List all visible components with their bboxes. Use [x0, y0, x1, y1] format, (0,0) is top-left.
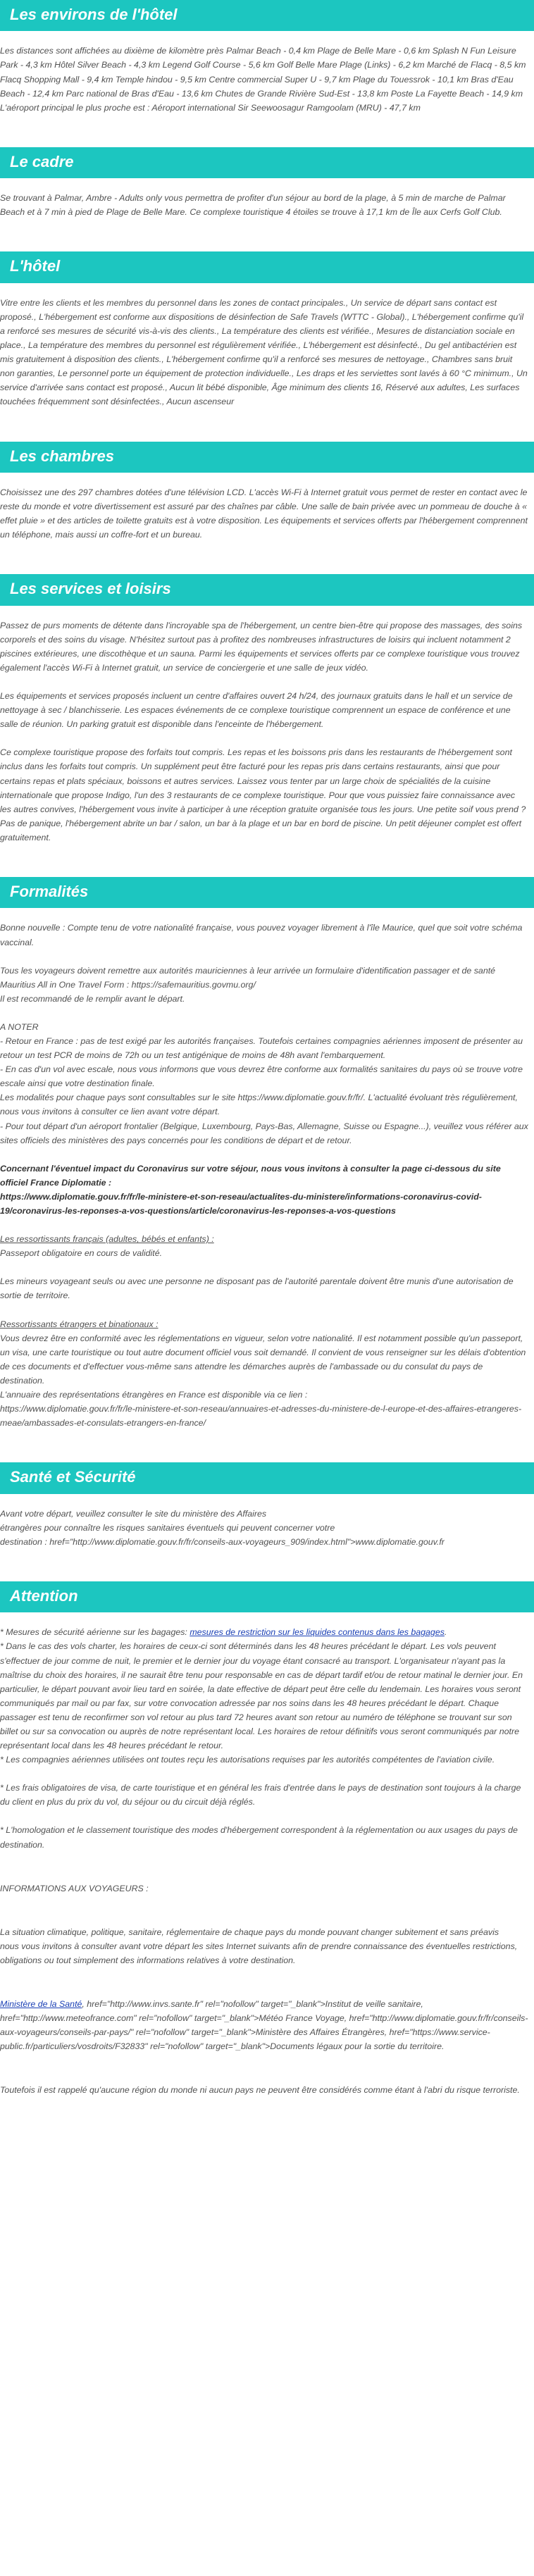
attention-bagages-suffix: . * Dans le cas des vols charter, les horaires de ceux-ci sont déterminés dans les 48 heures précédant le départ. Les vols peuvent s'effectuer de jour comme de nuit, le premier et le dernier jour du voyage étant consacré au transport. L'organisateur n'ayant pas la maîtrise du choix des horaires, il ne saurait être tenu pour responsable en cas de départ tardif et/ou de retour matinal le dernier jour. En particulier, le départ pouvant avoir lieu tard en soirée, la date effective de départ peut être celle du lendemain. Les horaires vous seront communiqués par mail ou par fax, sur votre convocation adressée par nos soins dans les 48 heures précédant le départ. Chaque passager est tenu de reconfirmer son vol retour au plus tard 72 heures avant son retour au numéro de téléphone se trouvant sur son billet ou sur sa convocation ou auprès de notre représentant local. Les horaires de retour définitifs vous seront communiqués par notre représentant local dans les 48 heures précédant le retour. * Les compagnies aériennes utilisées ont toutes reçu les autorisations requises par les autorités compétentes de l'aviation civile. — [0, 1627, 523, 1765]
formalites-french-nationals-heading: Les ressortissants français (adultes, bébés et enfants) : — [0, 1234, 214, 1245]
section-body-sante — [0, 1507, 528, 1549]
chambres-text: Choisissez une des 297 chambres dotées d'une télévision LCD. L'accès Wi-Fi à Internet gratuit vous permet de rester en contact avec le reste du monde et votre divertissement est assuré par des chaînes par câble. Une salle de bain privée avec un pommeau de douche à « effet pluie » et des articles de toilette gratuits est à votre disposition. Les équipements et services offerts par l'hébergement comprennent un téléphone, mais aussi un coffre-fort et un bureau. — [0, 487, 528, 540]
formalites-foreigners-heading: Ressortissants étrangers et binationaux : — [0, 1319, 159, 1329]
ministere-sante-link[interactable]: Ministère de la Santé — [0, 1999, 82, 2009]
section-body-attention — [0, 1625, 528, 2097]
section-title-attention: Attention — [0, 1581, 534, 1612]
formalites-minors: Les mineurs voyageant seuls ou avec une personne ne disposant pas de l'autorité parentale doivent être munis d'une autorisation de sortie de territoire. — [0, 1276, 514, 1301]
formalites-french-nationals-text: Passeport obligatoire en cours de validité. — [0, 1248, 163, 1259]
cadre-text: Se trouvant à Palmar, Ambre - Adults only vous permettra de profiter d'un séjour au bord de la plage, à 5 min de marche de Palmar Beach et à 7 min à pied de Plage de Belle Mare. Ce complexe touristique 4 étoiles se trouve à 17,1 km de Île aux Cerfs Golf Club. — [0, 193, 506, 218]
section-title-environs: Les environs de l'hôtel — [0, 0, 534, 31]
attention-homologation: * L'homologation et le classement touristique des modes d'hébergement correspondent à la réglementation ou aux usages du pays de destination. — [0, 1825, 518, 1850]
attention-info-voyageurs: INFORMATIONS AUX VOYAGEURS : — [0, 1883, 149, 1893]
section-body-environs — [0, 44, 528, 114]
services-paragraph-2: Les équipements et services proposés incluent un centre d'affaires ouvert 24 h/24, des journaux gratuits dans le hall et un service de nettoyage à sec / blanchisserie. Les espaces événements de ce complexe touristique comprennent un espace de conférence et une salle de réunion. Un parking gratuit est disponible dans l'enceinte de l'hébergement. — [0, 691, 513, 730]
section-title-chambres: Les chambres — [0, 442, 534, 473]
formalites-travel-form: Tous les voyageurs doivent remettre aux autorités mauriciennes à leur arrivée un formulaire d'identification passager et de santé Mauritius All in One Travel Form : https://safemauritius.govmu.org/ Il est recommandé de le remplir avant le départ. — [0, 965, 496, 1004]
section-hotel — [0, 251, 534, 409]
section-title-hotel: L'hôtel — [0, 251, 534, 282]
spacer — [0, 1866, 528, 1881]
liquids-restriction-link[interactable]: mesures de restriction sur les liquides contenus dans les bagages — [190, 1627, 445, 1638]
formalites-french-nationals — [0, 1232, 528, 1260]
hotel-text: Vitre entre les clients et les membres du personnel dans les zones de contact principales., Un service de départ sans contact est proposé., L'hébergement est conforme aux dispositions de désinfection de Safe Travels (WTTC - Global)., L'hébergement confirme qu'il a renforcé ses mesures de sécurité vis-à-vis des clients., La température des clients est vérifiée., Mesures de distanciation sociale en place., La température des membres du personnel est régulièrement vérifiée., L'hébergement est désinfecté., Du gel antibactérien est mis gratuitement à disposition des clients., L'hébergement confirme qu'il a renforcé ses mesures de nettoyage., Chambres sans bruit non garanties, Le personnel porte un équipement de protection individuelle., Les draps et les serviettes sont lavés à 60 °C minimum., Un service d'arrivée sans contact est proposé., Aucun lit bébé disponible, Âge minimum des clients 16, Réservé aux adultes, Les surfaces touchées fréquemment sont désinfectées., Aucun ascenseur — [0, 297, 528, 407]
section-sante — [0, 1462, 534, 1549]
section-title-formalites: Formalités — [0, 877, 534, 908]
section-body-chambres — [0, 485, 528, 542]
formalites-foreigners — [0, 1317, 528, 1431]
attention-links — [0, 1997, 528, 2053]
services-paragraph-1: Passez de purs moments de détente dans l'incroyable spa de l'hébergement, un centre bien-être qui propose des massages, des soins corporels et des soins du visage. N'hésitez surtout pas à profitez des nombreuses infrastructures de loisirs qui incluent notamment 2 piscines extérieures, une discothèque et un sauna. Parmi les équipements et services offerts par ce complexe touristique vous trouvez également l'accès Wi-Fi à Internet gratuit, un service de conciergerie et une salle de jeux vidéo. — [0, 620, 523, 673]
spacer — [0, 2067, 528, 2083]
environs-text: Les distances sont affichées au dixième de kilomètre près Palmar Beach - 0,4 km Plage de Belle Mare - 0,6 km Splash N Fun Leisure Park - 4,3 km Hôtel Silver Beach - 4,3 km Legend Golf Course - 5,6 km Golf Belle Mare Plage (Links) - 6,2 km Marché de Flacq - 8,5 km Flacq Shopping Mall - 9,4 km Temple hindou - 9,5 km Centre commercial Super U - 9,7 km Plage du Touessrok - 10,1 km Bras d'Eau Beach - 12,4 km Parc national de Bras d'Eau - 13,6 km Chutes de Grande Rivière Sud-Est - 13,8 km Poste La Fayette Beach - 14,9 km L'aéroport principal le plus proche est : Aéroport international Sir Seewoosagur Ramgoolam (MRU) - 47,7 km — [0, 46, 526, 113]
attention-terrorism: Toutefois il est rappelé qu'aucune région du monde ni aucun pays ne peuvent être considérés comme étant à l'abri du risque terroriste. — [0, 2085, 520, 2096]
formalites-vaccination-note: Bonne nouvelle : Compte tenu de votre nationalité française, vous pouvez voyager librement à l'île Maurice, quel que soit votre schéma vaccinal. — [0, 923, 523, 947]
section-body-formalites — [0, 921, 528, 1430]
section-chambres — [0, 442, 534, 542]
section-body-services — [0, 618, 528, 845]
formalites-a-noter: A NOTER - Retour en France : pas de test exigé par les autorités françaises. Toutefois certaines compagnies aériennes imposent de présenter au retour un test PCR de moins de 72h ou un test antigénique de moins de 48h avant l'embarquement. - En cas d'un vol avec escale, nous vous informons que vous devrez être conforme aux formalités sanitaires du pays où se trouve votre escale ainsi que votre destination finale. Les modalités pour chaque pays sont consultables sur le site https://www.diplomatie.gouv.fr/fr/. L'actualité évoluant très régulièrement, nous vous invitons à consulter ce lien avant votre départ. - Pour tout départ d'un aéroport frontalier (Belgique, Luxembourg, Pays-Bas, Allemagne, Suisse ou Espagne...), veuillez vous référer aux sites officiels des ministères des pays concernés pour les conditions de départ et de retour. — [0, 1021, 528, 1145]
sante-text: Avant votre départ, veuillez consulter le site du ministère des Affaires étrangères pour connaître les risques sanitaires éventuels qui peuvent concerner votre destination : href="http://www.diplomatie.gouv.fr/fr/conseils-aux-voyageurs_909/index.html">www.diplomatie.gouv.fr — [0, 1508, 445, 1547]
section-attention — [0, 1581, 534, 2098]
attention-situation: La situation climatique, politique, sanitaire, réglementaire de chaque pays du monde pouvant changer subitement et sans préavis nous vous invitons à consulter avant votre départ les sites Internet suivants afin de prendre connaissance des éventuelles restrictions, obligations ou tout simplement des informations relatives à votre destination. — [0, 1927, 518, 1965]
spacer — [0, 1981, 528, 1997]
section-title-sante: Santé et Sécurité — [0, 1462, 534, 1493]
section-cadre — [0, 147, 534, 220]
formalites-coronavirus: Concernant l'éventuel impact du Coronavirus sur votre séjour, nous vous invitons à consulter la page ci-dessous du site officiel France Diplomatie : https://www.diplomatie.gouv.fr/fr/le-ministere-et-son-reseau/actualites-du-ministere/informations-coronavirus-covid-19/coronavirus-les-reponses-a-vos-questions/article/coronavirus-les-reponses-a-vos-questions — [0, 1163, 501, 1217]
section-services — [0, 574, 534, 845]
section-title-services: Les services et loisirs — [0, 574, 534, 605]
section-environs — [0, 0, 534, 115]
formalites-foreigners-text: Vous devrez être en conformité avec les réglementations en vigueur, selon votre nationalité. Il est notamment possible qu'un passeport, un visa, une carte touristique ou tout autre document officiel vous soit demandé. Il convient de vous renseigner sur les délais d'obtention de ces documents et d'effectuer vous-même sans attendre les démarches auprès de l'ambassade ou du consulat du pays de destination. L'annuaire des représentations étrangères en France est disponible via ce lien : https://www.diplomatie.gouv.fr/fr/le-ministere-et-son-reseau/annuaires-et-adresses-du-ministere-de-l-europe-et-des-affaires-etrangeres-meae/ambassades-et-consulats-etrangers-en-france/ — [0, 1333, 526, 1429]
spacer — [0, 1910, 528, 1925]
attention-bagages — [0, 1625, 528, 1767]
section-formalites — [0, 877, 534, 1430]
section-body-cadre — [0, 191, 528, 219]
attention-bagages-prefix: * Mesures de sécurité aérienne sur les bagages: — [0, 1627, 190, 1638]
attention-visa-fees: * Les frais obligatoires de visa, de carte touristique et en général les frais d'entrée dans le pays de destination sont toujours à la charge du client en plus du prix du vol, du séjour ou du circuit déjà réglés. — [0, 1783, 521, 1807]
section-body-hotel — [0, 296, 528, 409]
section-title-cadre: Le cadre — [0, 147, 534, 178]
attention-links-suffix: , href="http://www.invs.sante.fr" rel="nofollow" target="_blank">Institut de veille sanitaire, href="http://www.meteofrance.com" rel="nofollow" target="_blank">Météo France Voyage, href="http://www.diplomatie.gouv.fr/fr/conseils-aux-voyageurs/conseils-par-pays/" rel="nofollow" target="_blank">Ministère des Affaires Étrangères, href="https://www.service-public.fr/particuliers/vosdroits/F32833" rel="nofollow" target="_blank">Documents légaux pour la sortie du territoire. — [0, 1999, 528, 2052]
services-paragraph-3: Ce complexe touristique propose des forfaits tout compris. Les repas et les boissons pris dans les restaurants de l'hébergement sont inclus dans les forfaits tout compris. Un supplément peut être facturé pour les repas pris dans certains restaurants, ainsi que pour certains repas et plats spéciaux, boissons et autres services. Laissez vous tenter par un large choix de spécialités de la cuisine internationale que propose Indigo, l'un des 3 restaurants de ce complexe touristique. Pour que vous puissiez faire connaissance avec les autres convives, l'hébergement vous invite à participer à une réception gratuite organisée tous les jours. Une petite soif vous prend ? Pas de panique, l'hébergement abrite un bar / salon, un bar à la plage et un bar en bord de piscine. Un petit déjeuner complet est offert gratuitement. — [0, 747, 526, 842]
